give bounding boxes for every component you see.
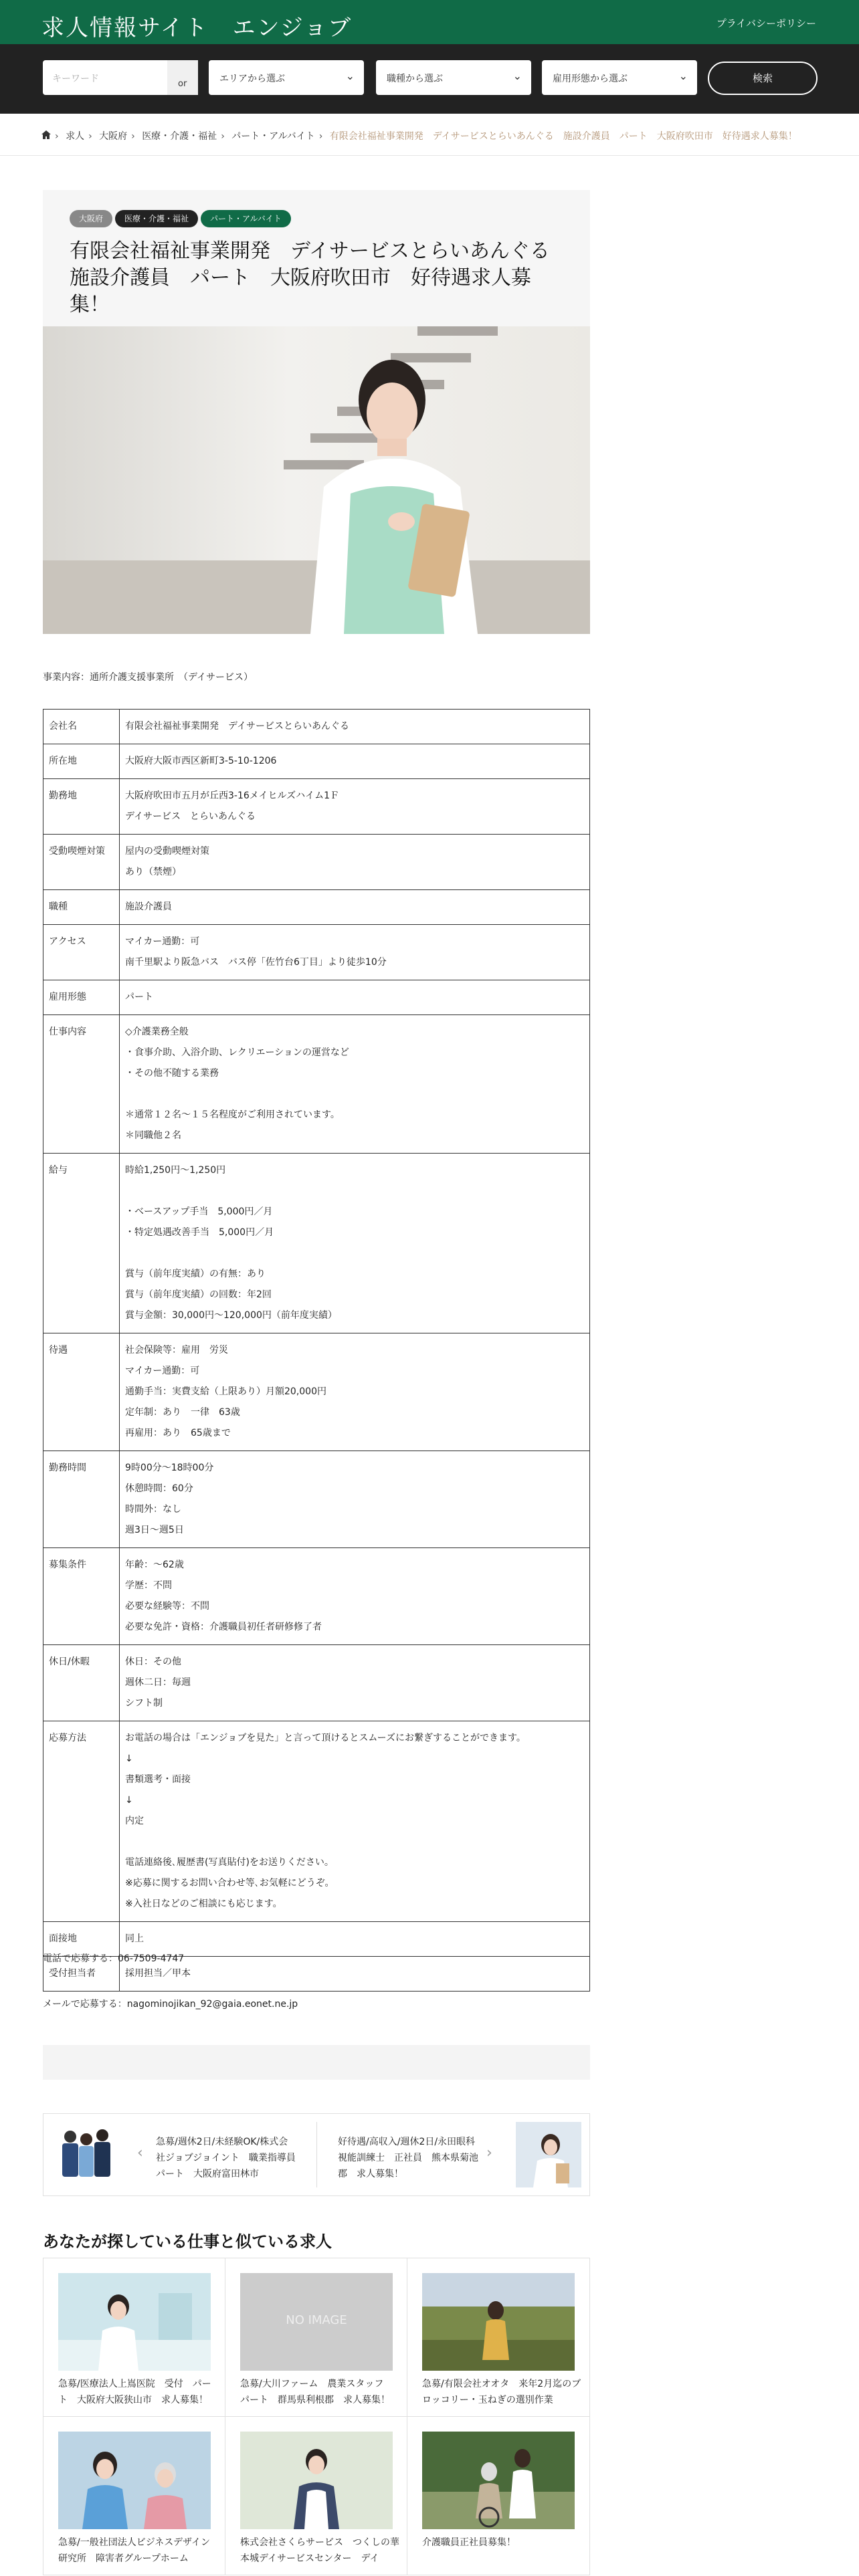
table-value-line: お電話の場合は「エンジョブを見た」と言って頂けるとスムーズにお繋ぎすることができます。: [125, 1733, 526, 1743]
table-value-line: 南千里駅より阪急バス バス停「佐竹台6丁目」より徒歩10分: [125, 957, 387, 968]
similar-job-thumbnail[interactable]: [240, 2432, 393, 2529]
chevron-down-icon: ⌄: [678, 70, 688, 82]
table-row: [43, 980, 590, 1015]
table-value-line: 採用担当／甲本: [125, 1968, 191, 1979]
table-value-line: 9時00分〜18時00分: [125, 1463, 214, 1473]
chevron-right-icon[interactable]: ›: [486, 2145, 492, 2161]
table-value-line: ・ベースアップ手当 5,000円／月: [125, 1206, 273, 1217]
tag-area[interactable]: 大阪府: [70, 210, 112, 227]
table-key: 給与: [43, 1154, 120, 1333]
breadcrumb-item[interactable]: パート・アルバイト: [231, 131, 315, 142]
similar-job-card[interactable]: [225, 2416, 407, 2575]
table-value-line: 賞与（前年度実績）の回数：年2回: [125, 1289, 272, 1300]
table-value-line: シフト制: [125, 1698, 163, 1709]
job-info-table: [43, 709, 590, 1992]
table-value-line: ※入社日などのご相談にも応じます。: [125, 1899, 282, 1909]
prev-post-link[interactable]: 急募/週休2日/未経験OK/株式会社ジョブジョイント 職業指導員 パート 大阪府富田林市: [156, 2137, 305, 2179]
table-value-line: ＊同職他２名: [125, 1130, 181, 1141]
table-value: [120, 1922, 590, 1957]
table-value-line: 休日：その他: [125, 1656, 181, 1667]
table-value-line: ◇介護業務全般: [125, 1027, 189, 1037]
table-value-line: 電話連絡後､履歴書(写真貼付)をお送りください。: [125, 1857, 334, 1868]
keyword-placeholder: キーワード: [52, 74, 99, 84]
table-value-line: 必要な免許・資格：介護職員初任者研修修了者: [125, 1622, 322, 1632]
table-value-line: マイカー通勤：可: [125, 1366, 200, 1376]
table-key: 面接地: [43, 1922, 120, 1957]
table-value-line: ＊通常１２名～１５名程度がご利用されています。: [125, 1109, 340, 1120]
privacy-policy-link[interactable]: プライバシーポリシー: [716, 17, 816, 29]
table-key: 募集条件: [43, 1548, 120, 1645]
table-value: [120, 1548, 590, 1645]
table-value-line: 賞与金額：30,000円〜120,000円（前年度実績）: [125, 1310, 337, 1321]
post-navigation: [43, 2113, 590, 2196]
similar-jobs-heading: あなたが探している仕事と似ている求人: [43, 2232, 332, 2251]
table-value-line: 賞与（前年度実績）の有無：あり: [125, 1269, 266, 1279]
divider: [0, 155, 859, 156]
table-value-line: [125, 1832, 584, 1852]
similar-job-card[interactable]: [225, 2258, 407, 2417]
table-value-line: 同上: [125, 1933, 144, 1944]
similar-job-thumbnail[interactable]: [422, 2432, 575, 2529]
table-value-line: 有限会社福祉事業開発 デイサービスとらいあんぐる: [125, 721, 350, 732]
table-value: [120, 1721, 590, 1922]
similar-job-title[interactable]: 介護職員正社員募集！: [422, 2537, 516, 2548]
table-value: [120, 925, 590, 980]
email-apply-link[interactable]: メールで応募する：nagominojikan_92@gaia.eonet.ne.jp: [43, 1999, 298, 2010]
table-value-line: 屋内の受動喫煙対策: [125, 846, 209, 857]
job-type-select-label: 職種から選ぶ: [387, 74, 443, 84]
table-value-line: ↓: [125, 1795, 133, 1806]
employment-select-label: 雇用形態から選ぶ: [553, 74, 628, 84]
table-key: 待遇: [43, 1333, 120, 1451]
breadcrumb-item[interactable]: 求人: [66, 131, 85, 142]
table-row: [43, 1154, 590, 1333]
table-value: [120, 1015, 590, 1154]
employment-select[interactable]: [542, 60, 697, 95]
table-value-line: 週休二日：毎週: [125, 1677, 191, 1688]
table-value-line: 時給1,250円〜1,250円: [125, 1165, 226, 1176]
tag-employment[interactable]: パート・アルバイト: [201, 210, 291, 227]
table-key: 雇用形態: [43, 980, 120, 1015]
table-key: 勤務地: [43, 779, 120, 835]
table-row: [43, 925, 590, 980]
chevron-down-icon: ⌄: [345, 70, 355, 82]
table-value-line: ・食事介助、入浴介助、レクリエーションの運営など: [125, 1047, 349, 1058]
table-key: 応募方法: [43, 1721, 120, 1922]
table-value-line: 年齢：〜62歳: [125, 1560, 184, 1570]
table-value: [120, 1154, 590, 1333]
table-row: [43, 1333, 590, 1451]
similar-jobs-grid: [43, 2258, 590, 2576]
table-value-line: 内定: [125, 1816, 144, 1826]
job-type-select[interactable]: [376, 60, 531, 95]
table-key: 会社名: [43, 710, 120, 744]
tag-list: [70, 210, 294, 227]
chevron-left-icon[interactable]: ‹: [137, 2145, 143, 2161]
table-key: 勤務時間: [43, 1451, 120, 1548]
table-value-line: 週3日〜週5日: [125, 1525, 184, 1535]
area-select[interactable]: [209, 60, 364, 95]
table-row: [43, 1548, 590, 1645]
table-value-line: 書類選考・面接: [125, 1774, 191, 1785]
site-logo[interactable]: 求人情報サイト エンジョブ: [41, 15, 353, 41]
table-value: [120, 1451, 590, 1548]
table-value: [120, 1645, 590, 1721]
similar-job-card[interactable]: [43, 2258, 225, 2417]
chevron-down-icon: ⌄: [512, 70, 522, 82]
table-value-line: パート: [125, 992, 153, 1002]
divider: [316, 2122, 317, 2187]
table-value-line: マイカー通勤：可: [125, 936, 200, 947]
table-value-line: ・特定処遇改善手当 5,000円／月: [125, 1227, 274, 1238]
table-value: [120, 890, 590, 925]
table-value-line: 定年制：あり 一律 63歳: [125, 1407, 240, 1418]
phone-apply-link[interactable]: 電話で応募する：06-7509-4747: [43, 1953, 185, 1964]
table-value: [120, 980, 590, 1015]
table-value-line: [125, 1084, 584, 1105]
table-key: 休日/休暇: [43, 1645, 120, 1721]
table-row: [43, 744, 590, 779]
table-row: [43, 890, 590, 925]
table-key: 所在地: [43, 744, 120, 779]
table-key: アクセス: [43, 925, 120, 980]
similar-job-title[interactable]: 急募/有限会社オオタ 来年2月迄のブロッコリー・玉ねぎの選別作業: [422, 2379, 581, 2405]
next-post-link[interactable]: 好待遇/高収入/週休2日/永田眼科 視能訓練士 正社員 熊本県菊池郡 求人募集！: [338, 2137, 485, 2179]
table-value: [120, 1957, 590, 1992]
table-value-line: ・その他不随する業務: [125, 1068, 219, 1079]
breadcrumb-current: 有限会社福祉事業開発 デイサービスとらいあんぐる 施設介護員 パート 大阪府吹田市 好待遇求人募集！: [329, 131, 797, 142]
table-key: 仕事内容: [43, 1015, 120, 1154]
site-header: [0, 0, 859, 44]
table-row: [43, 835, 590, 890]
similar-job-title[interactable]: 急募/一般社団法人ビジネスデザイン研究所 障害者グループホーム: [58, 2537, 211, 2564]
similar-job-title[interactable]: 株式会社さくらサービス つくしの華本城デイサービスセンター デイ: [240, 2537, 399, 2564]
table-value-line: 社会保険等：雇用 労災: [125, 1345, 228, 1356]
similar-job-card[interactable]: [407, 2258, 590, 2417]
table-row: [43, 1451, 590, 1548]
table-row: [43, 1015, 590, 1154]
job-content-text: 事業内容：通所介護支援事業所 （デイサービス）: [43, 672, 254, 683]
home-icon[interactable]: [41, 131, 51, 142]
breadcrumb-item[interactable]: 大阪府: [99, 131, 128, 142]
table-value-line: あり（禁煙）: [125, 867, 181, 877]
table-key: 受付担当者: [43, 1957, 120, 1992]
next-post-thumbnail[interactable]: [516, 2122, 581, 2187]
table-value-line: [125, 1243, 584, 1264]
similar-job-thumbnail[interactable]: [422, 2273, 575, 2371]
table-value: [120, 710, 590, 744]
table-value-line: 施設介護員: [125, 901, 172, 912]
similar-job-thumbnail[interactable]: [58, 2273, 211, 2371]
table-value-line: ※応募に関するお問い合わせ等､お気軽にどうぞ。: [125, 1878, 335, 1889]
table-value: [120, 1333, 590, 1451]
table-value: [120, 835, 590, 890]
similar-job-title[interactable]: 急募/大川ファーム 農業スタッフ パート 群馬県利根郡 求人募集！: [240, 2379, 393, 2405]
table-value: [120, 779, 590, 835]
similar-job-card[interactable]: [43, 2416, 225, 2575]
table-value-line: 必要な経験等：不問: [125, 1601, 209, 1612]
similar-job-card[interactable]: [407, 2416, 590, 2575]
breadcrumb: › 求人 › 大阪府 › 医療・介護・福祉 › パート・アルバイト › 有限会社福祉事業開発 デイサービスとらいあんぐる 施設介護員 パート 大阪府吹田市 好待遇求人募集！: [41, 129, 797, 142]
table-key: 受動喫煙対策: [43, 835, 120, 890]
tag-category[interactable]: 医療・介護・福祉: [115, 210, 198, 227]
search-button[interactable]: 検索: [708, 62, 818, 95]
table-value-line: 大阪府吹田市五月が丘西3-16メイヒルズハイム1Ｆ: [125, 790, 339, 801]
or-label-box: [167, 60, 198, 95]
featured-image: [43, 326, 590, 634]
table-value-line: 大阪府大阪市西区新町3-5-10-1206: [125, 756, 277, 766]
table-value-line: 通勤手当：実費支給（上限あり）月額20,000円: [125, 1386, 326, 1397]
search-bar: [0, 44, 859, 114]
table-value-line: 時間外：なし: [125, 1504, 181, 1515]
table-value-line: 再雇用：あり 65歳まで: [125, 1428, 231, 1438]
table-value-line: デイサービス とらいあんぐる: [125, 811, 256, 822]
area-select-label: エリアから選ぶ: [219, 74, 285, 84]
table-row: [43, 710, 590, 744]
breadcrumb-item[interactable]: 医療・介護・福祉: [142, 131, 217, 142]
table-value-line: ↓: [125, 1753, 133, 1764]
table-value-line: [125, 1181, 584, 1202]
prev-post-thumbnail[interactable]: [52, 2122, 117, 2187]
table-value-line: 休憩時間：60分: [125, 1483, 193, 1494]
or-label: or: [178, 79, 187, 89]
similar-job-title[interactable]: 急募/医療法人上嶌医院 受付 パート 大阪府大阪狭山市 求人募集！: [58, 2379, 211, 2405]
share-area: [43, 2045, 590, 2080]
no-image-placeholder[interactable]: [240, 2273, 393, 2371]
table-row: [43, 1645, 590, 1721]
table-key: 職種: [43, 890, 120, 925]
no-image-label: NO IMAGE: [286, 2313, 347, 2327]
table-value: [120, 744, 590, 779]
post-header-card: [43, 190, 590, 326]
table-row: [43, 1721, 590, 1922]
table-row: [43, 779, 590, 835]
table-value-line: 学歴：不問: [125, 1580, 172, 1591]
page-title: 有限会社福祉事業開発 デイサービスとらいあんぐる 施設介護員 パート 大阪府吹田市 好待遇求人募集！: [70, 239, 570, 316]
similar-job-thumbnail[interactable]: [58, 2432, 211, 2529]
